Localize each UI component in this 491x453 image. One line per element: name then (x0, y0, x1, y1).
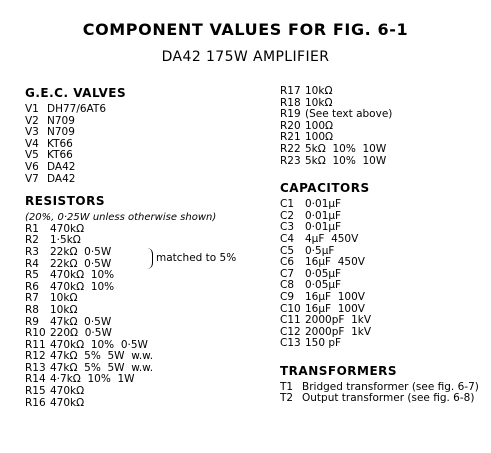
resistor-item-value: 10kΩ (50, 292, 78, 305)
capacitor-item (280, 338, 480, 350)
resistor-item-ref: R1 (25, 222, 39, 235)
capacitor-item-value: 0·01μF (305, 221, 342, 234)
capacitor-item-ref: C4 (280, 232, 295, 245)
capacitor-item-value: 0·05μF (305, 267, 342, 280)
resistor-item-ref: R13 (25, 361, 46, 374)
capacitor-item-value: 16μF 100V (305, 290, 365, 303)
resistor-item-value: 22kΩ 0·5W (50, 257, 112, 270)
valves-heading: G.E.C. VALVES (25, 86, 127, 100)
resistor-item-value: 470kΩ 10% (50, 280, 115, 293)
resistor-item (25, 270, 265, 282)
matched-brace (144, 248, 153, 269)
capacitor-item-value: 0·5μF (305, 244, 335, 257)
transformer-item-ref: T1 (280, 380, 294, 393)
transformer-item-value: Bridged transformer (see fig. 6-7) (302, 380, 479, 393)
valve-item-value: DA42 (47, 172, 76, 185)
capacitors-list (280, 199, 480, 350)
resistor-item-value: 470kΩ 10% 0·5W (50, 338, 148, 351)
resistor-item-ref: R15 (25, 385, 46, 398)
valve-item-value: DA42 (47, 160, 76, 173)
resistor-item (25, 386, 265, 398)
resistors-note: (20%, 0·25W unless otherwise shown) (25, 212, 217, 224)
resistor-item-ref: R12 (25, 350, 46, 363)
resistor-item-value: 470kΩ (50, 222, 85, 235)
valve-item-value: KT66 (47, 137, 73, 150)
resistor-item-ref: R4 (25, 257, 39, 270)
resistor-item-ref: R11 (25, 338, 46, 351)
valve-item (25, 174, 265, 186)
resistor-item-ref: R10 (25, 327, 46, 340)
resistor-item-ref: R9 (25, 315, 39, 328)
resistors-list-left (25, 224, 265, 410)
valve-item-ref: V3 (25, 126, 39, 139)
resistor-item-ref: R20 (280, 119, 301, 132)
resistor-item-ref: R16 (25, 396, 46, 409)
page-subtitle: DA42 175W AMPLIFIER (161, 49, 330, 65)
resistor-item (25, 398, 265, 410)
valve-item-ref: V4 (25, 137, 39, 150)
capacitor-item-ref: C13 (280, 337, 301, 350)
matched-note: matched to 5% (156, 251, 237, 264)
valve-item-value: KT66 (47, 149, 73, 162)
resistor-item-value: 47kΩ 0·5W (50, 315, 112, 328)
resistor-item-ref: R7 (25, 292, 39, 305)
resistor-item-value: 470kΩ (50, 385, 85, 398)
valve-item-value: N709 (47, 126, 75, 139)
resistor-item-value: 10kΩ (50, 303, 78, 316)
valve-item-value: N709 (47, 114, 75, 127)
resistor-item-value: 220Ω 0·5W (50, 327, 112, 340)
resistor-item-ref: R18 (280, 96, 301, 109)
capacitor-item-value: 0·01μF (305, 198, 342, 211)
valve-item-ref: V5 (25, 149, 39, 162)
valve-item-ref: V1 (25, 103, 39, 115)
resistor-item-ref: R5 (25, 269, 39, 282)
resistor-item-ref: R14 (25, 373, 46, 386)
resistor-item-value: 22kΩ 0·5W (50, 245, 112, 258)
capacitor-item-ref: C6 (280, 256, 295, 269)
resistor-item-value: 5kΩ 10% 10W (305, 154, 387, 167)
capacitor-item-ref: C3 (280, 221, 295, 234)
resistors-heading: RESISTORS (25, 194, 105, 209)
transformer-item (280, 393, 480, 405)
resistor-item-value: 5kΩ 10% 10W (305, 142, 387, 155)
capacitor-item-ref: C8 (280, 279, 295, 292)
valve-item-value: DH77/6AT6 (47, 103, 107, 115)
resistor-item-ref: R3 (25, 245, 39, 258)
left-column (25, 86, 265, 409)
capacitor-item-value: 2000pF 1kV (305, 325, 372, 338)
resistor-item-ref: R6 (25, 280, 39, 293)
capacitor-item-value: 16μF 100V (305, 302, 365, 315)
valve-item (25, 162, 265, 174)
capacitor-item-value: 16μF 450V (305, 256, 365, 269)
resistor-item-ref: R22 (280, 142, 301, 155)
page-title: COMPONENT VALUES FOR FIG. 6-1 (82, 20, 409, 39)
transformer-item-ref: T2 (280, 392, 294, 405)
resistor-item-value: 1·5kΩ (50, 234, 81, 247)
capacitor-item-ref: C2 (280, 209, 295, 222)
resistor-item-value: 470kΩ (50, 396, 85, 409)
resistor-item-ref: R8 (25, 303, 39, 316)
resistor-item (280, 144, 480, 156)
capacitor-item-ref: C9 (280, 290, 295, 303)
valve-item (25, 104, 265, 116)
capacitor-item-value: 4μF 450V (305, 232, 359, 245)
capacitor-item-value: 150 pF (305, 337, 342, 350)
capacitor-item-ref: C12 (280, 325, 301, 338)
resistor-item-value: 47kΩ 5% 5W w.w. (50, 350, 154, 363)
capacitor-item (280, 257, 480, 269)
resistors-list-right (280, 86, 480, 167)
capacitor-item-ref: C1 (280, 198, 295, 211)
capacitor-item-ref: C7 (280, 267, 295, 280)
resistor-item-ref: R21 (280, 131, 301, 144)
resistor-item-value: (See text above) (305, 108, 393, 121)
resistor-item-value: 100Ω (305, 119, 334, 132)
resistor-item (280, 86, 480, 98)
resistor-item (280, 156, 480, 168)
resistor-item (25, 305, 265, 317)
capacitor-item-ref: C11 (280, 314, 301, 327)
resistor-item-ref: R2 (25, 234, 39, 247)
resistor-item (25, 328, 265, 340)
resistor-item-ref: R23 (280, 154, 301, 167)
capacitor-item (280, 292, 480, 304)
capacitor-item-value: 2000pF 1kV (305, 314, 372, 327)
resistor-item-ref: R19 (280, 108, 301, 121)
capacitor-item-ref: C5 (280, 244, 295, 257)
resistor-item-ref: R17 (280, 85, 301, 97)
resistor-item-value: 4·7kΩ 10% 1W (50, 373, 135, 386)
capacitor-item (280, 234, 480, 246)
capacitor-item-value: 0·05μF (305, 279, 342, 292)
capacitor-item-value: 0·01μF (305, 209, 342, 222)
capacitor-item-ref: C10 (280, 302, 301, 315)
resistor-item-value: 47kΩ 5% 5W w.w. (50, 361, 154, 374)
valve-item-ref: V6 (25, 160, 39, 173)
capacitor-item (280, 315, 480, 327)
valve-item-ref: V2 (25, 114, 39, 127)
capacitor-item (280, 199, 480, 211)
transformers-heading: TRANSFORMERS (280, 363, 398, 378)
valves-list (25, 104, 265, 185)
valve-item-ref: V7 (25, 172, 39, 185)
resistor-item-value: 470kΩ 10% (50, 269, 115, 282)
capacitors-heading: CAPACITORS (280, 181, 370, 196)
transformer-item-value: Output transformer (see fig. 6-8) (302, 392, 475, 405)
resistor-item-value: 100Ω (305, 131, 334, 144)
transformers-list (280, 382, 480, 405)
right-column (280, 86, 480, 405)
resistor-item-value: 10kΩ (305, 85, 333, 97)
resistor-item-value: 10kΩ (305, 96, 333, 109)
